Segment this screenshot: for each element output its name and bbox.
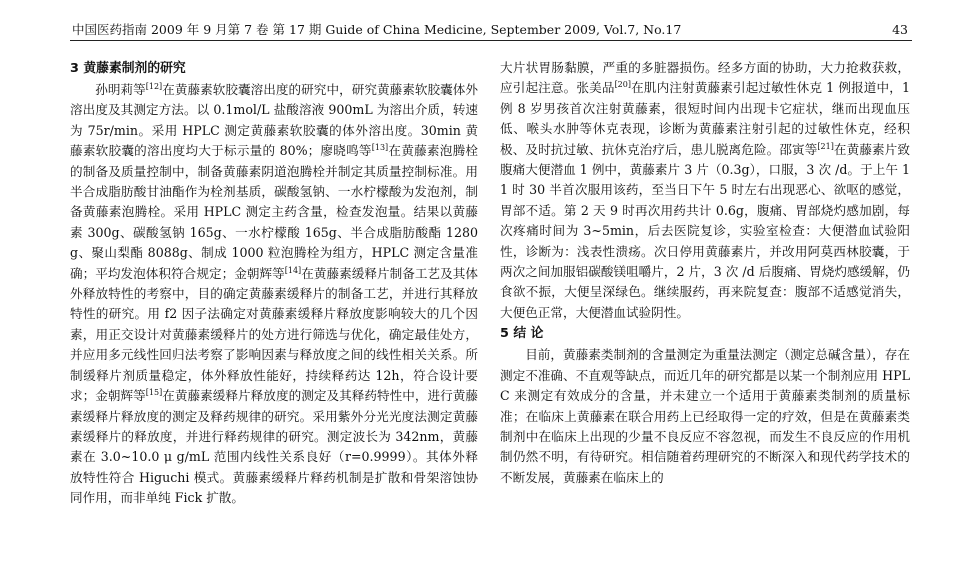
citation-ref-13[interactable]: [13]: [371, 143, 389, 153]
section-3-heading: 3 黄藤素制剂的研究: [70, 61, 186, 76]
citation-ref-21[interactable]: [21]: [817, 141, 834, 151]
citation-ref-20[interactable]: [20]: [614, 80, 631, 90]
journal-citation: 中国医药指南 2009 年 9 月第 7 卷 第 17 期 Guide of China Medicine, September 2009, Vol.7, No.17: [72, 22, 682, 37]
right-column: [500, 58, 910, 488]
conclusion-paragraph: 目前，黄藤素类制剂的含量测定为重量法测定（测定总碱含量），存在测定不准确、不直观等缺点，而近几年的研究都是以某一个制剂应用 HPLC 来测定有效成分的含量，并未建立一个适用于黄藤素类制剂的质量标准；在临床上黄藤素在联合用药上已经取得一定的疗效，但是在黄藤素类制剂中在临床上出现的少量不良反应不容忽视，而发生不良反应的作用机制仍然不明，有待研究。相信随着药理研究的不断深入和现代药学技术的不断发展，黄藤素在临床上的: [500, 347, 910, 485]
text-run: 在黄藤素缓释片制备工艺及其体外释放特性的考察中，目的确定黄藤素缓释片的制备工艺，并进行其释放特性的研究。用 f2 因子法确定对黄藤素缓释片释放度影响较大的几个因素，用正交设计对黄藤素缓释片的处方进行筛选与优化，确定最佳处方，并应用多元线性回归法考察了影响因素与释放度之间的线性相关关系。所制缓释片剂质量稳定，体外释放性能好，持续释药达 12h，符合设计要求；金朝辉等: [70, 265, 479, 404]
citation-ref-15[interactable]: [15]: [145, 387, 163, 397]
text-run: 在黄藤素片致腹痛大便潜血 1 例中，黄藤素片 3 片（0.3g），口服，3 次 /d。于上午 11 时 30 半首次服用该药，至当日下午 5 时左右出现恶心、欲呕的感觉，胃部不适。第 2 天 9 时再次用药共计 0.6g，腹痛、胃部烧灼感加剧，每次疼痛时间为 3~5min，后去医院复诊，实验室检查：大便潜血试验阳性，诊断为：浅表性溃疡。次日停用黄藤素片，并改用阿莫西林胶囊，于两次之间加服铝碳酸镁咀嚼片，2 片，3 次 /d 后腹痛、胃烧灼感缓解，仍食欲不振，大便呈深绿色。继续服药，再来院复查：腹部不适感觉消失，大便色正常，大便潜血试验阴性。: [500, 141, 911, 320]
text-run: 在肌内注射黄藤素引起过敏性休克 1 例报道中，1 例 8 岁男孩首次注射黄藤素，很短时间内出现卡它症状，继而出现血压低、喉头水肿等休克表现，诊断为黄藤素注射引起的过敏性休克，经积极、及时抗过敏、抗休克治疗后，患儿脱离危险。邵寅等: [500, 80, 910, 157]
continued-paragraph: [500, 58, 910, 323]
page-number: 43: [892, 22, 908, 37]
text-run: 在黄藤素缓释片释放度的测定及其释药特性中，进行黄藤素缓释片释放度的测定及释药规律的研究。采用紫外分光光度法测定黄藤素缓释片的释放度，并进行释药规律的研究。测定波长为 342nm，黄藤素在 3.0~10.0 μ g/mL 范围内线性关系良好（r=0.9999）。其体外释放特性符合 Higuchi 模式。黄藤素缓释片释药机制是扩散和骨架溶蚀协同作用，而非单纯 Fick 扩散。: [70, 388, 479, 506]
text-run: 在黄藤素泡腾栓的制备及质量控制中，制备黄藤素阴道泡腾栓并制定其质量控制标准。用半合成脂肪酸甘油酯作为栓剂基质，碳酸氢钠、一水柠檬酸为发泡剂，制备黄藤素泡腾栓。采用 HPLC 测定主药含量，检查发泡量。结果以黄藤素 300g、碳酸氢钠 165g、一水柠檬酸 165g、半合成脂肪酸酯 1280g、聚山梨酯 8088g、制成 1000 粒泡腾栓为组方，HPLC 测定含量准确；平均发泡体积符合规定；金朝辉等: [70, 143, 479, 281]
citation-ref-14[interactable]: [14]: [284, 265, 302, 275]
section-3-paragraph: [70, 80, 478, 509]
left-column: [70, 58, 478, 509]
citation-ref-12[interactable]: [12]: [145, 81, 163, 91]
text-run: 大片状胃肠黏膜，严重的多脏器损伤。经多方面的协助，大力抢救获救，应引起注意。张美品: [500, 60, 910, 96]
running-header: [70, 18, 912, 41]
text-run: 在黄藤素软胶囊溶出度的研究中，研究黄藤素软胶囊体外溶出度及其测定方法。以 0.1mol/L 盐酸溶液 900mL 为溶出介质，转速为 75r/min。采用 HPLC 测定黄藤素软胶囊的体外溶出度。30min 黄藤素软胶囊的溶出度均大于标示量的 80%；廖晓鸣等: [70, 82, 479, 159]
text-run: 孙明莉等: [95, 82, 146, 97]
section-5-heading: 5 结 论: [500, 326, 544, 342]
